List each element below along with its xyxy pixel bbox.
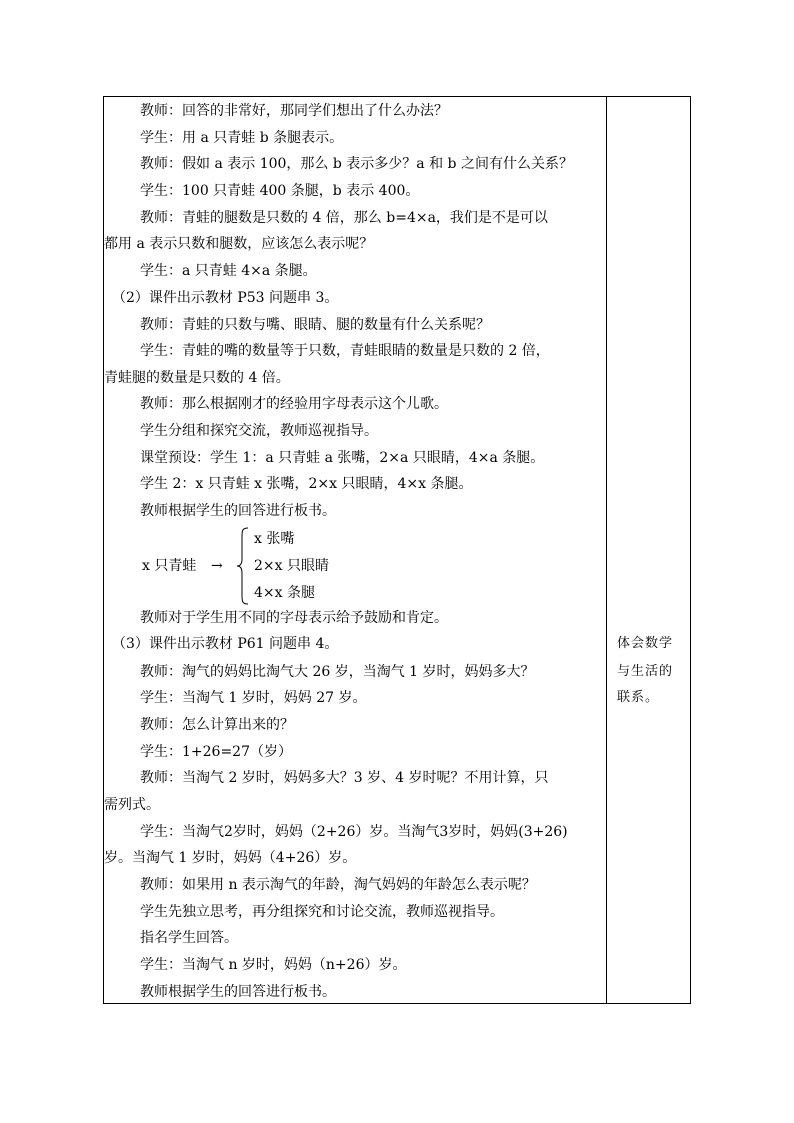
- arrow-icon: →: [211, 558, 223, 574]
- text-line: 教师：如果用 n 表示淘气的年龄，淘气妈妈的年龄怎么表示呢？: [140, 877, 536, 893]
- text-line: 青蛙腿的数量是只数的 4 倍。: [104, 370, 290, 386]
- text-line: 学生：1+26=27（岁）: [140, 744, 292, 760]
- text-line: 学生：青蛙的嘴的数量等于只数，青蛙眼睛的数量是只数的 2 倍，: [140, 343, 550, 359]
- text-line: 学生：当淘气 n 岁时，妈妈（n+26）岁。: [140, 957, 407, 973]
- text-line: 课堂预设：学生 1：a 只青蛙 a 张嘴，2×a 只眼睛，4×a 条腿。: [140, 450, 545, 466]
- text-line: 教师根据学生的回答进行板书。: [140, 984, 336, 1000]
- text-line: 教师：回答的非常好，那同学们想出了什么办法？: [140, 103, 448, 119]
- section-heading: （2）课件出示教材 P53 问题串 3。: [112, 290, 339, 306]
- lesson-table: [103, 96, 691, 1004]
- text-line: 教师：青蛙的只数与嘴、眼睛、腿的数量有什么关系呢？: [140, 317, 490, 333]
- text-line: 教师对于学生用不同的字母表示给予鼓励和肯定。: [140, 610, 448, 626]
- text-line: 学生：当淘气 1 岁时，妈妈 27 岁。: [140, 690, 367, 706]
- board-label: x 只青蛙: [142, 558, 197, 574]
- text-line: 教师：怎么计算出来的？: [140, 717, 294, 733]
- board-item: 4×x 条腿: [254, 585, 315, 601]
- section-heading: （3）课件出示教材 P61 问题串 4。: [112, 636, 339, 652]
- text-line: 教师：假如 a 表示 100，那么 b 表示多少？a 和 b 之间有什么关系？: [140, 156, 573, 172]
- text-line: 学生：a 只青蛙 4×a 条腿。: [140, 263, 317, 279]
- text-line: 岁。当淘气 1 岁时，妈妈（4+26）岁。: [104, 850, 357, 866]
- text-line: 学生分组和探究交流，教师巡视指导。: [140, 423, 378, 439]
- text-line: 教师根据学生的回答进行板书。: [140, 503, 336, 519]
- board-item: 2×x 只眼睛: [254, 558, 329, 574]
- text-line: 教师：淘气的妈妈比淘气大 26 岁，当淘气 1 岁时，妈妈多大？: [140, 664, 535, 680]
- text-line: 学生 2：x 只青蛙 x 张嘴，2×x 只眼睛，4×x 条腿。: [140, 476, 473, 492]
- text-line: 教师：青蛙的腿数是只数的 4 倍，那么 b=4×a，我们是不是可以: [140, 210, 548, 226]
- board-item: x 张嘴: [254, 531, 295, 547]
- side-note-line: 联系。: [617, 690, 660, 705]
- text-line: 学生先独立思考，再分组探究和讨论交流，教师巡视指导。: [140, 904, 504, 920]
- text-line: 需列式。: [104, 797, 160, 813]
- column-divider: [606, 97, 607, 1003]
- side-note-line: 与生活的: [617, 664, 674, 679]
- text-line: 指名学生回答。: [140, 930, 238, 946]
- brace-icon: [236, 527, 250, 605]
- text-line: 学生：用 a 只青蛙 b 条腿表示。: [140, 130, 344, 146]
- text-line: 教师：当淘气 2 岁时，妈妈多大？3 岁、4 岁时呢？不用计算，只: [140, 770, 549, 786]
- side-note-line: 体会数学: [617, 636, 674, 651]
- text-line: 都用 a 表示只数和腿数，应该怎么表示呢？: [104, 236, 374, 252]
- text-line: 学生：当淘气2岁时，妈妈（2+26）岁。当淘气3岁时，妈妈(3+26): [140, 824, 568, 840]
- text-line: 学生：100 只青蛙 400 条腿，b 表示 400。: [140, 183, 420, 199]
- text-line: 教师：那么根据刚才的经验用字母表示这个儿歌。: [140, 396, 448, 412]
